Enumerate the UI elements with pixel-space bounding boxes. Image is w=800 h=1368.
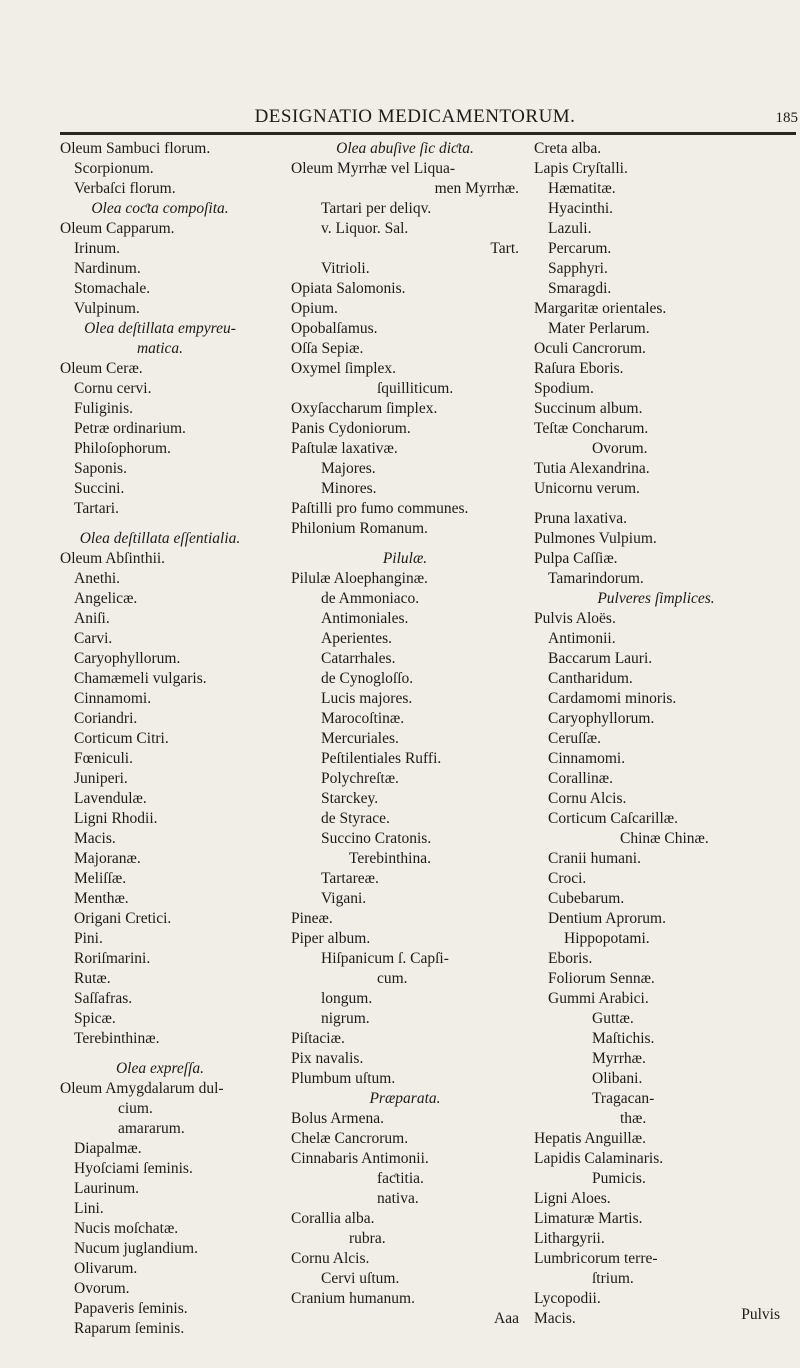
entry-line: Limaturæ Martis. xyxy=(534,1210,643,1227)
entry-line: Myrrhæ. xyxy=(592,1050,646,1067)
entry-line: Lycopodii. xyxy=(534,1290,601,1307)
entry-line: Gummi Arabici. xyxy=(548,990,649,1007)
entry-line: rubra. xyxy=(349,1230,386,1247)
entry-line: Corallia alba. xyxy=(291,1210,375,1227)
entry-line: Tamarindorum. xyxy=(548,570,644,587)
entry-line: Cervi uſtum. xyxy=(321,1270,400,1287)
entry-line: Laurinum. xyxy=(74,1180,139,1197)
entry-line: Philoſophorum. xyxy=(74,440,171,457)
entry-line: Pulmones Vulpium. xyxy=(534,530,657,547)
entry-line: Ligni Aloes. xyxy=(534,1190,611,1207)
entry-line: Polychreſtæ. xyxy=(321,770,399,787)
entry-line: Mater Perlarum. xyxy=(548,320,650,337)
entry-line: Corallinæ. xyxy=(548,770,614,787)
entry-line: men Myrrhæ. xyxy=(434,180,519,197)
entry-line: Lucis majores. xyxy=(321,690,413,707)
entry-line: Eboris. xyxy=(548,950,593,967)
entry-line: Ovorum. xyxy=(592,440,648,457)
entry-line: Pix navalis. xyxy=(291,1050,364,1067)
entry-line: Pumicis. xyxy=(592,1170,646,1187)
entry-line: Oſſa Sepiæ. xyxy=(291,340,364,357)
entry-line: Tutia Alexandrina. xyxy=(534,460,650,477)
entry-line: Nardinum. xyxy=(74,260,141,277)
entry-line: Chinæ Chinæ. xyxy=(620,830,709,847)
entry-line: Ligni Rhodii. xyxy=(74,810,158,827)
entry-line: Pulpa Caſſiæ. xyxy=(534,550,618,567)
entry-line: de Ammoniaco. xyxy=(321,590,420,607)
entry-line: amararum. xyxy=(118,1120,185,1137)
entry-line: nativa. xyxy=(377,1190,419,1207)
entry-line: Mercuriales. xyxy=(321,730,399,747)
entry-line: Paſtilli pro fumo communes. xyxy=(291,500,469,517)
entry-line: Rutæ. xyxy=(74,970,111,987)
column-2 xyxy=(291,139,519,1329)
entry-line: cum. xyxy=(377,970,408,987)
entry-line: Corticum Citri. xyxy=(74,730,169,747)
entry-line: Cinnabaris Antimonii. xyxy=(291,1150,429,1167)
entry-line: Coriandri. xyxy=(74,710,138,727)
entry-line: Lavendulæ. xyxy=(74,790,147,807)
entry-line: Papaveris ſeminis. xyxy=(74,1300,188,1317)
signature-mark: Aaa xyxy=(494,1310,519,1327)
entry-line: Roriſmarini. xyxy=(74,950,151,967)
entry-line: Opiata Salomonis. xyxy=(291,280,406,297)
entry-line: Stomachale. xyxy=(74,280,151,297)
entry-line: Lithargyrii. xyxy=(534,1230,605,1247)
entry-line: Spodium. xyxy=(534,380,594,397)
entry-line: Spicæ. xyxy=(74,1010,116,1027)
entry-line: Catarrhales. xyxy=(321,650,396,667)
entry-line: Guttæ. xyxy=(592,1010,634,1027)
entry-line: Cinnamomi. xyxy=(74,690,152,707)
entry-line: Cornu Alcis. xyxy=(548,790,627,807)
entry-line: Pineæ. xyxy=(291,910,333,927)
entry-line: nigrum. xyxy=(321,1010,370,1027)
section-heading: Præparata. xyxy=(369,1090,441,1107)
entry-line: Cubebarum. xyxy=(548,890,625,907)
entry-line: Tragacan- xyxy=(592,1090,655,1107)
entry-line: thæ. xyxy=(620,1110,647,1127)
entry-line: Percarum. xyxy=(548,240,612,257)
entry-line: Antimoniales. xyxy=(321,610,409,627)
entry-line: Fœniculi. xyxy=(74,750,133,767)
entry-line: Oleum Capparum. xyxy=(60,220,175,237)
entry-line: Olibani. xyxy=(592,1070,643,1087)
entry-line: longum. xyxy=(321,990,373,1007)
entry-line: Tartareæ. xyxy=(321,870,379,887)
entry-line: Majoranæ. xyxy=(74,850,141,867)
entry-line: Minores. xyxy=(321,480,377,497)
entry-line: Hyoſciami ſeminis. xyxy=(74,1160,193,1177)
entry-line: Philonium Romanum. xyxy=(291,520,428,537)
entry-line: Hæmatitæ. xyxy=(548,180,616,197)
entry-line: Irinum. xyxy=(74,240,121,257)
entry-line: Macis. xyxy=(74,830,116,847)
column-3 xyxy=(534,139,778,1329)
entry-line: Opium. xyxy=(291,300,338,317)
entry-line: Lapis Cryſtalli. xyxy=(534,160,628,177)
entry-line: Saponis. xyxy=(74,460,127,477)
entry-line: Antimonii. xyxy=(548,630,616,647)
entry-line: Fuliginis. xyxy=(74,400,134,417)
entry-line: Unicornu verum. xyxy=(534,480,640,497)
entry-line: Succino Cratonis. xyxy=(321,830,432,847)
entry-line: Maſtichis. xyxy=(592,1030,655,1047)
entry-line: Cornu Alcis. xyxy=(291,1250,370,1267)
entry-line: Olivarum. xyxy=(74,1260,138,1277)
entry-line: Cardamomi minoris. xyxy=(548,690,677,707)
entry-line: Pini. xyxy=(74,930,103,947)
entry-line: Smaragdi. xyxy=(548,280,612,297)
entry-line: Caryophyllorum. xyxy=(74,650,181,667)
entry-line: Sapphyri. xyxy=(548,260,608,277)
entry-line: Oleum Ceræ. xyxy=(60,360,143,377)
entry-line: Scorpionum. xyxy=(74,160,154,177)
entry-line: Corticum Caſcarillæ. xyxy=(548,810,679,827)
entry-line: Hyacinthi. xyxy=(548,200,613,217)
entry-line: Nucis moſchatæ. xyxy=(74,1220,179,1237)
entry-line: Aniſi. xyxy=(74,610,110,627)
entry-line: Creta alba. xyxy=(534,140,602,157)
entry-line: de Cynogloſſo. xyxy=(321,670,414,687)
entry-line: Margaritæ orientales. xyxy=(534,300,667,317)
entry-line: Plumbum uſtum. xyxy=(291,1070,396,1087)
entry-line: Croci. xyxy=(548,870,587,887)
entry-line: Meliſſæ. xyxy=(74,870,127,887)
entry-line: Origani Cretici. xyxy=(74,910,172,927)
entry-line: Nucum juglandium. xyxy=(74,1240,198,1257)
entry-line: Ceruſſæ. xyxy=(548,730,601,747)
entry-line: Lazuli. xyxy=(548,220,592,237)
entry-line: Succinum album. xyxy=(534,400,643,417)
entry-line: Oxymel ſimplex. xyxy=(291,360,397,377)
entry-line: Lapidis Calaminaris. xyxy=(534,1150,664,1167)
entry-line: Marocoſtinæ. xyxy=(321,710,405,727)
entry-line: Starckey. xyxy=(321,790,379,807)
entry-line: Juniperi. xyxy=(74,770,128,787)
entry-line: Chamæmeli vulgaris. xyxy=(74,670,207,687)
entry-line: Oculi Cancrorum. xyxy=(534,340,646,357)
entry-line: Petræ ordinarium. xyxy=(74,420,186,437)
entry-line: Menthæ. xyxy=(74,890,129,907)
entry-line: Dentium Aprorum. xyxy=(548,910,666,927)
entry-line: Succini. xyxy=(74,480,125,497)
section-heading: Olea deſtillata eſſentialia. xyxy=(79,530,241,547)
entry-line: Hepatis Anguillæ. xyxy=(534,1130,646,1147)
entry-line: Anethi. xyxy=(74,570,121,587)
entry-line: cium. xyxy=(118,1100,153,1117)
entry-line: Vitrioli. xyxy=(321,260,370,277)
entry-line: Angelicæ. xyxy=(74,590,138,607)
entry-line: Tartari. xyxy=(74,500,119,517)
entry-line: Saſſafras. xyxy=(74,990,133,1007)
entry-line: Terebinthinæ. xyxy=(74,1030,160,1047)
entry-line: Carvi. xyxy=(74,630,113,647)
entry-line: de Styrace. xyxy=(321,810,390,827)
entry-line: Caryophyllorum. xyxy=(548,710,655,727)
entry-line: Teſtæ Concharum. xyxy=(534,420,649,437)
entry-line: Pilulæ Aloephanginæ. xyxy=(291,570,428,587)
entry-line: Baccarum Lauri. xyxy=(548,650,653,667)
entry-line: Pulvis Aloës. xyxy=(534,610,616,627)
entry-line: Chelæ Cancrorum. xyxy=(291,1130,409,1147)
section-heading: Pulveres ſimplices. xyxy=(597,590,715,607)
entry-line: Cinnamomi. xyxy=(548,750,626,767)
entry-line: ſquilliticum. xyxy=(377,380,454,397)
entry-line: Cranii humani. xyxy=(548,850,641,867)
entry-line: Raparum ſeminis. xyxy=(74,1320,185,1337)
page-title: DESIGNATIO MEDICAMENTORUM. xyxy=(254,106,576,127)
entry-line: Oleum Amygdalarum dul- xyxy=(60,1080,224,1097)
entry-line: Oleum Myrrhæ vel Liqua- xyxy=(291,160,456,177)
catchword: Pulvis xyxy=(741,1306,780,1323)
section-heading: Olea deſtillata empyreu- xyxy=(84,320,236,337)
entry-line: Tartari per deliqv. xyxy=(321,200,432,217)
page-number: 185 xyxy=(775,110,798,126)
entry-line: Raſura Eboris. xyxy=(534,360,624,377)
entry-line: Aperientes. xyxy=(321,630,393,647)
entry-line: Oleum Sambuci florum. xyxy=(60,140,211,157)
entry-line: Vulpinum. xyxy=(74,300,140,317)
entry-line: ſtrium. xyxy=(592,1270,634,1287)
entry-line: Peſtilentiales Ruffi. xyxy=(321,750,442,767)
entry-line: Bolus Armena. xyxy=(291,1110,384,1127)
section-heading: Olea expreſſa. xyxy=(115,1060,205,1077)
entry-line: faƈtitia. xyxy=(377,1170,424,1187)
entry-line: Hippopotami. xyxy=(564,930,650,947)
entry-line: Terebinthina. xyxy=(349,850,431,867)
section-heading: Olea coƈta compoſita. xyxy=(91,200,229,217)
entry-line: Opobalſamus. xyxy=(291,320,378,337)
entry-line: Cranium humanum. xyxy=(291,1290,415,1307)
entry-line: v. Liquor. Sal. xyxy=(321,220,409,237)
entry-line: Diapalmæ. xyxy=(74,1140,142,1157)
section-heading: Pilulæ. xyxy=(382,550,428,567)
entry-line: Tart. xyxy=(490,240,519,257)
entry-line: Oleum Abſinthii. xyxy=(60,550,166,567)
entry-line: Piper album. xyxy=(291,930,371,947)
entry-line: Cornu cervi. xyxy=(74,380,152,397)
entry-line: Macis. xyxy=(534,1310,576,1327)
section-heading: matica. xyxy=(136,340,184,357)
column-1 xyxy=(60,139,260,1339)
entry-line: Paſtulæ laxativæ. xyxy=(291,440,398,457)
section-heading: Olea abuſive ſic diƈta. xyxy=(336,140,474,157)
entry-line: Lumbricorum terre- xyxy=(534,1250,658,1267)
entry-line: Cantharidum. xyxy=(548,670,633,687)
entry-line: Panis Cydoniorum. xyxy=(291,420,411,437)
header-rule xyxy=(60,132,796,135)
entry-line: Verbaſci florum. xyxy=(74,180,176,197)
entry-line: Majores. xyxy=(321,460,376,477)
entry-line: Ovorum. xyxy=(74,1280,130,1297)
entry-line: Foliorum Sennæ. xyxy=(548,970,655,987)
entry-line: Hiſpanicum ſ. Capſi- xyxy=(321,950,449,967)
entry-line: Pruna laxativa. xyxy=(534,510,627,527)
entry-line: Lini. xyxy=(74,1200,104,1217)
entry-line: Vigani. xyxy=(321,890,367,907)
entry-line: Piſtaciæ. xyxy=(291,1030,345,1047)
entry-line: Oxyſaccharum ſimplex. xyxy=(291,400,438,417)
